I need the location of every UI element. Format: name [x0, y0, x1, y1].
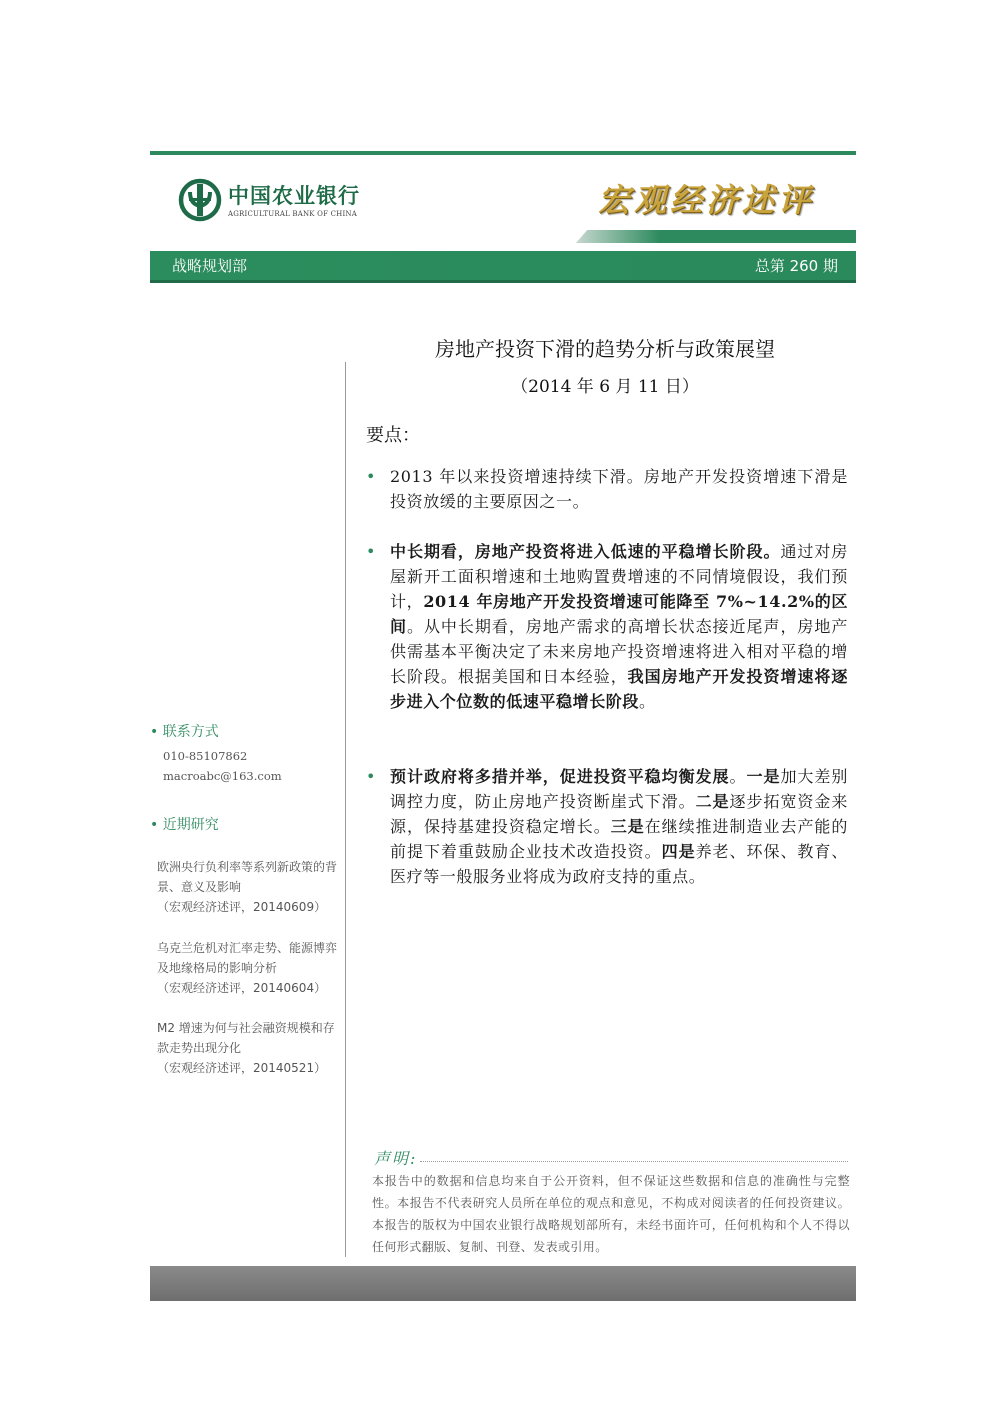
header-decorative-stripe [576, 230, 856, 243]
recent-research-heading: • 近期研究 [150, 817, 219, 833]
research-source: （宏观经济述评，20140521） [157, 1061, 327, 1075]
keypoint-emphasis: 一是 [746, 767, 781, 786]
research-title: 欧洲央行负利率等系列新政策的背景、意义及影响 [157, 860, 338, 894]
contact-email[interactable]: macroabc@163.com [163, 769, 282, 783]
contact-phone: 010-85107862 [163, 749, 248, 763]
keypoint-text [390, 464, 848, 514]
header-bar [150, 251, 856, 283]
abc-emblem-icon [178, 178, 222, 222]
bank-name-en: AGRICULTURAL BANK OF CHINA [228, 210, 357, 218]
series-title: 宏观经济述评 [598, 181, 815, 219]
research-source: （宏观经济述评，20140604） [157, 981, 327, 995]
recent-research-item[interactable] [157, 938, 337, 998]
keypoint-segment: 逐步拓宽资金来源，保持基建投资稳定增长。 [390, 792, 848, 836]
keypoint-segment: 养老、环保、教育、医疗等一般服务业将成为政府支持的重点。 [390, 842, 848, 886]
report-title: 房地产投资下滑的趋势分析与政策展望 [435, 337, 775, 361]
disclaimer-text: 本报告中的数据和信息均来自于公开资料，但不保证这些数据和信息的准确性与完整性。本报告不代表研究人员所在单位的观点和意见，不构成对阅读者的任何投资建议。本报告的版权为中国农业银行战略规划部所有，未经书面许可，任何机构和个人不得以任何形式翻版、复制、刊登、发表或引用。 [372, 1174, 850, 1254]
disclaimer-heading: 声明: [374, 1149, 418, 1168]
issue-number: 总第 260 期 [754, 257, 838, 275]
keypoint-segment: 。从中长期看，房地产需求的高增长状态接近尾声，房地产供需基本平衡决定了未来房地产投资增速将进入相对平稳的增长阶段。根据美国和日本经验， [390, 617, 848, 686]
disclaimer-rule [420, 1161, 848, 1162]
keypoint-segment: 2013 年以来投资增速持续下滑。房地产开发投资增速下滑是投资放缓的主要原因之一。 [390, 467, 848, 511]
keypoint-emphasis: 我国房地产开发投资增速将逐步进入个位数的低速平稳增长阶段 [390, 667, 848, 711]
footer-band [150, 1266, 856, 1301]
department-label: 战略规划部 [172, 257, 248, 275]
bank-logo [178, 178, 393, 226]
keypoint-text [390, 764, 848, 889]
keypoint-emphasis: 预计政府将多措并举，促进投资平稳均衡发展 [390, 767, 730, 786]
keypoint-segment: 在继续推进制造业去产能的前提下着重鼓励企业技术改造投资。 [390, 817, 848, 861]
keypoint-item [366, 764, 848, 916]
keypoint-item [366, 464, 848, 516]
bullet-icon: • [366, 542, 376, 561]
research-title: M2 增速为何与社会融资规模和存款走势出现分化 [157, 1021, 335, 1055]
keypoint-text [390, 539, 848, 714]
recent-research-item[interactable] [157, 1018, 337, 1078]
keypoint-segment: 。 [639, 692, 656, 711]
keypoint-emphasis: 2014 年房地产开发投资增速可能降至 7%~14.2%的区间 [390, 592, 848, 636]
bullet-icon: • [366, 467, 376, 486]
column-divider [345, 362, 346, 1257]
header-top-rule [150, 151, 856, 155]
keypoint-emphasis: 中长期看，房地产投资将进入低速的平稳增长阶段。 [390, 542, 781, 561]
keypoint-segment: 加大差别调控力度，防止房地产投资断崖式下滑。 [390, 767, 848, 811]
report-date: （2014 年 6 月 11 日） [511, 377, 699, 397]
recent-research-item[interactable] [157, 857, 337, 917]
keypoint-item [366, 539, 848, 741]
keypoint-emphasis: 三是 [610, 817, 645, 836]
keypoint-emphasis: 二是 [695, 792, 730, 811]
research-title: 乌克兰危机对汇率走势、能源博弈及地缘格局的影响分析 [157, 941, 338, 975]
keypoints-heading: 要点： [366, 425, 420, 446]
bank-name-cn: 中国农业银行 [228, 184, 360, 208]
keypoint-segment: 通过对房屋新开工面积增速和土地购置费增速的不同情境假设，我们预计， [390, 542, 848, 611]
contact-heading: • 联系方式 [150, 724, 219, 740]
research-source: （宏观经济述评，20140609） [157, 900, 327, 914]
bullet-icon: • [366, 767, 376, 786]
keypoint-segment: 。 [729, 767, 747, 786]
keypoint-emphasis: 四是 [661, 842, 696, 861]
